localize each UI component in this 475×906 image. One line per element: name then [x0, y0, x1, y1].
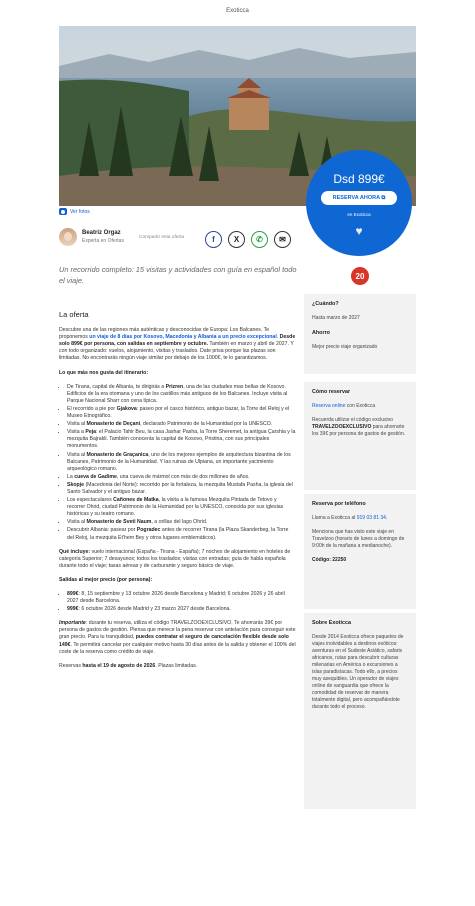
intro-text: Descubre una de las regiones más auténticas y desconocidas de Europa: Los Balcanes. Te proponemos — [59, 327, 270, 341]
intro-bold: Desde solo 899€ por persona, con salidas en septiembre y octubre. — [59, 334, 296, 348]
item-text: La — [67, 473, 75, 480]
item-bold: Skopje — [67, 481, 85, 488]
when-value: Hasta marzo de 2027 — [312, 315, 360, 321]
item-text: Visita al — [67, 519, 87, 526]
whatsapp-icon[interactable]: ✆ — [251, 231, 268, 248]
list-item — [67, 474, 296, 481]
list-item — [67, 452, 296, 473]
item-text: El recorrido a pie por — [67, 405, 117, 412]
reserve-now-button[interactable] — [321, 191, 397, 205]
how-to-book-card — [304, 382, 416, 490]
facebook-icon[interactable]: f — [205, 231, 222, 248]
list-item — [67, 527, 296, 541]
item-bold: Peja — [85, 429, 97, 436]
item-bold: Monasterio de Sveti Naum — [86, 519, 152, 526]
about-text: Desde 2014 Exoticca ofrece paquetes de viajes inolvidables a destinos exóticos: aventuras en el Sudeste Asiático, safaris africanos, rutas para descubrir culturas milenarias en América o excursiones a islas paradisíacas. Todo ello, a precios muy asequibles. Un operador de viajes online de vanguardia que ofrece la comodidad de reservar de manera totalmente digital, pero acompañándote durante todo el proceso. — [312, 634, 404, 710]
phone-text: . — [385, 515, 388, 521]
list-item — [67, 591, 296, 605]
heart-icon[interactable]: ♥ — [355, 224, 363, 238]
phone-note: Menciona que has visto este viaje en Travelzoo (horario de lunes a domingo de 9:00h de la mañana a medianoche). — [312, 529, 405, 549]
badge-20 — [351, 267, 369, 285]
view-photos-label: Ver fotos — [70, 208, 90, 215]
deadline-text: Reservas — [59, 662, 83, 669]
item-text: , la visita a la famosa Mezquita Pintada de Tetovo y recorrer Ohrid, ciudad Patrimonio de la Humanidad por la UNESCO, conocida por sus iglesias históricas y su teatro romano. — [67, 497, 284, 518]
list-item — [67, 406, 296, 420]
important-paragraph — [59, 620, 296, 655]
item-bold: cueva de Gadime — [74, 473, 117, 480]
how-online — [312, 403, 408, 410]
camera-icon — [59, 208, 67, 215]
phone-title: Reserva por teléfono — [312, 501, 366, 507]
itinerary-list — [59, 384, 296, 542]
departure-text: : 6 octubre 2026 desde Madrid y 23 marzo 2027 desde Barcelona. — [78, 606, 231, 613]
phone-line — [312, 515, 408, 522]
intro-text: También en marzo y abril de 2027. Y con todo organizado: vuelos, alojamiento, visitas y traslados. Date prisa porque las plazas son limitadas. No encontrarás ningún viaje similar por debajo de los 1000€, te lo garantizamos. — [59, 341, 294, 362]
item-text: Visita al — [67, 421, 87, 428]
phone-card — [304, 494, 416, 609]
avatar — [59, 228, 77, 246]
departure-price: 899€ — [67, 591, 79, 597]
external-link-icon: ⧉ — [381, 195, 386, 201]
about-card — [304, 613, 416, 809]
price-panel — [306, 150, 412, 256]
departures-list — [59, 591, 296, 613]
important-text: . Te permitirá cancelar por cualquier motivo hasta 30 días antes de la salida y obtener el 100% del coste de la reserva como crédito de viaje. — [59, 641, 296, 655]
reserve-now-label: RESERVA AHORA — [332, 195, 380, 201]
item-bold: Monasterio de Deçani — [86, 421, 141, 428]
departure-text: : 8, 15 septiembre y 13 octubre 2026 desde Barcelona y Madrid; 6 octubre 2026 y 26 abril 2027 desde Barcelona. — [67, 591, 285, 605]
item-bold: Monasterio de Graçanica — [86, 451, 149, 458]
when-title: ¿Cuándo? — [312, 301, 339, 307]
item-text: , una cueva de mármol con más de dos millones de años. — [116, 473, 250, 480]
item-text: , uno de los mejores ejemplos de arquitectura bizantina de los Balcanes, Patrimonio de la Humanidad. Y las ruinas de Ulpiana, un importante yacimiento arqueológico romano. — [67, 451, 291, 472]
share-buttons — [205, 231, 291, 248]
savings-value: Mejor precio viaje organizado — [312, 344, 378, 350]
deadline-text: . Plazas limitadas. — [155, 662, 198, 669]
deadline-bold: hasta el 19 de agosto de 2026 — [82, 662, 156, 669]
important-label: Importante — [59, 620, 86, 627]
list-item — [67, 421, 296, 428]
when-card — [304, 294, 416, 374]
item-text: , a orillas del lago Ohrid. — [151, 519, 208, 526]
important-bold: puedes contratar el seguro de cancelación flexible desde solo 149€ — [59, 634, 289, 648]
phone-code: Código: 22250 — [312, 557, 347, 563]
savings-title: Ahorro — [312, 330, 330, 336]
item-text: (Macedonia del Norte): recorrido por la fortaleza, la mezquita Mustafa Pasha, la iglesia del Santo Salvador y el antiguo bazar. — [67, 481, 293, 495]
list-item — [67, 482, 296, 496]
includes-paragraph — [59, 549, 296, 570]
reserve-deadline — [59, 663, 296, 670]
includes-text: vuelo internacional (España - Tirana - España); 7 noches de alojamiento en hoteles de categoría Superior; 7 desayunos; todos los traslados; visitas con entradas; guía de habla española durante todo el viaje; tasas aéreas y de carburante y seguro básico de viaje. — [59, 548, 291, 569]
about-title: Sobre Exoticca — [312, 620, 351, 626]
site-title: Exoticca — [226, 8, 249, 14]
offer-title: La oferta — [59, 310, 89, 319]
book-online-link[interactable]: Reserva online — [312, 403, 346, 409]
item-text: , declarado Patrimonio de la Humanidad por la UNESCO. — [140, 421, 273, 428]
list-item — [67, 429, 296, 450]
share-label: Compartir esta oferta — [139, 235, 185, 240]
email-icon[interactable]: ✉ — [274, 231, 291, 248]
x-icon[interactable]: X — [228, 231, 245, 248]
departures-heading: Salidas al mejor precio (por persona): — [59, 576, 153, 583]
intro-text: . — [276, 334, 280, 341]
item-text: : el Palacio Tahir Beu, la casa Jashar Pasha, la Torre Sheremet, la antigua Çarshia y la mezquita Bajrakli. También conocerás la capital de Kosovo, Pristina, con sus principales monumentos. — [67, 429, 296, 450]
item-bold: Gjakova — [116, 405, 137, 412]
author-name: Beatriz Orgaz — [82, 230, 121, 236]
offer-intro — [59, 327, 296, 362]
price-provider: en Exoticca — [347, 212, 371, 217]
item-bold: Pogradec — [136, 527, 161, 534]
item-text: De Tirana, capital de Albania, te dirigirás a — [67, 383, 166, 390]
view-photos-link[interactable] — [59, 208, 90, 215]
itinerary-heading: Lo que más nos gusta del itinerario: — [59, 369, 149, 376]
item-text: Visita a — [67, 429, 86, 436]
how-title: Cómo reservar — [312, 389, 351, 395]
how-online-text: con Exoticca — [345, 403, 376, 409]
important-text: : durante tu reserva, utiliza el código TRAVELZOOEXCLUSIVO. Te ahorrarás 39€ por persona de gastos de gestión. Piensa que merece la pena reservar con antelación para conseguir este gran precio. Para tu tranquilidad, — [59, 620, 296, 641]
how-code-text: Recuerda utilizar el código exclusivo — [312, 417, 393, 423]
departure-price: 999€ — [67, 606, 79, 613]
badge-number: 20 — [355, 272, 365, 281]
list-item — [67, 606, 296, 613]
promo-code: TRAVELZOOEXCLUSIVO — [312, 424, 372, 430]
offer-content — [59, 311, 296, 677]
item-text: Los espectaculares — [67, 497, 114, 504]
item-bold: Cañones de Matka — [113, 497, 159, 504]
how-code-text: para ahorrarte los 39€ por persona de gastos de gestión. — [312, 424, 406, 437]
author-block — [59, 228, 124, 246]
item-text: antes de recorrer Tirana (la Plaza Skanderbeg, la Torre del Reloj, la mezquita Et'hem Bey y otros lugares emblemáticos). — [67, 527, 289, 541]
how-code — [312, 417, 408, 438]
intro-link[interactable]: un viaje de 8 días por Kosovo, Macedonia y Albania a un precio excepcional — [89, 334, 277, 341]
author-role: Experta en Ofertas — [82, 238, 124, 244]
deal-subtitle: Un recorrido completo: 15 visitas y actividades con guía en español todo el viaje. — [59, 265, 297, 285]
item-text: , una de las ciudades mas bellas de Kosovo. Edificios de la era otomana y uno de los castillos más antiguos de los Balcanes. Incluye visita al Parque Nacional Sharr con cena típica. — [67, 383, 288, 404]
list-item — [67, 519, 296, 526]
item-text: Descubrir Albania: pasear por — [67, 527, 137, 534]
item-bold: Prizren — [165, 383, 184, 390]
item-text: Visita al — [67, 451, 87, 458]
phone-text: Llama a Exoticca al — [312, 515, 357, 521]
includes-label: Qué incluye: — [59, 548, 91, 555]
item-text: : paseo por el casco histórico, antiguo bazar, la Torre del Reloj y el Museo Etnográfico. — [67, 405, 290, 420]
price-amount: Dsd 899€ — [333, 172, 385, 186]
list-item — [67, 384, 296, 405]
phone-number-link[interactable]: 919 03 81 34 — [356, 515, 386, 521]
list-item — [67, 497, 296, 518]
